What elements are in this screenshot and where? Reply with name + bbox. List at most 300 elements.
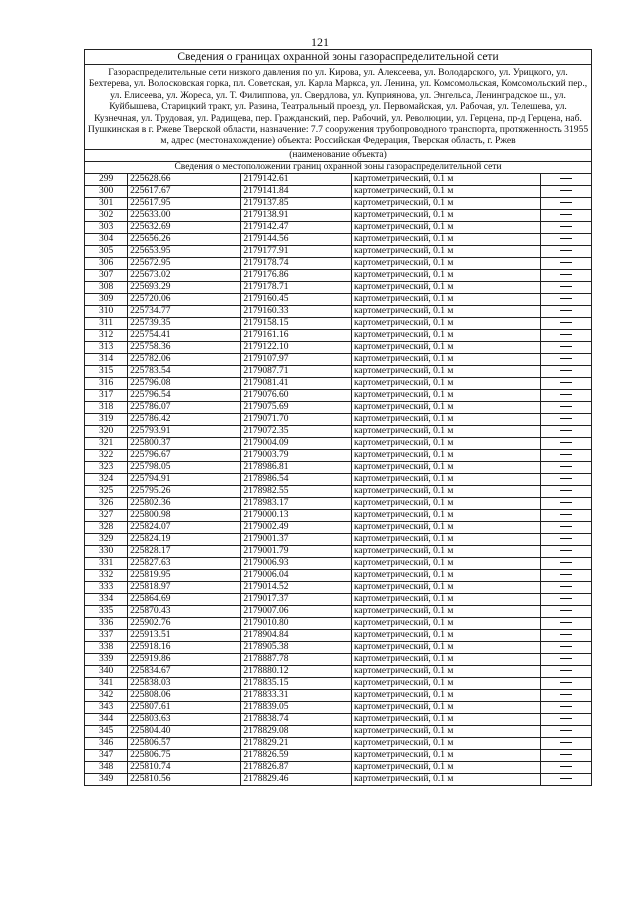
coordinate-x: 225693.29 [128,281,241,293]
point-number: 310 [85,305,128,317]
coordinate-y: 2178880.12 [241,665,352,677]
method-accuracy: картометрический, 0.1 м [351,293,540,305]
method-accuracy: картометрический, 0.1 м [351,461,540,473]
point-number: 329 [85,533,128,545]
point-number: 348 [85,761,128,773]
coordinate-y: 2179160.33 [241,305,352,317]
method-accuracy: картометрический, 0.1 м [351,437,540,449]
coordinate-x: 225806.57 [128,737,241,749]
table-row [85,557,592,569]
method-accuracy: картометрический, 0.1 м [351,185,540,197]
table-row [85,317,592,329]
point-number: 330 [85,545,128,557]
description-dash [540,221,591,233]
point-number: 313 [85,341,128,353]
coordinate-x: 225919.86 [128,653,241,665]
object-description: Газораспределительные сети низкого давления по ул. Кирова, ул. Алексеева, ул. Володарского, ул. Урицкого, ул. Бехтерева, ул. Волосковская горка, пл. Советская, ул. Карла Маркса, ул. Ленина, ул. Комсомольская, Комсомольский пер., ул. Елисеева, ул. Жореса, ул. Т. Филиппова, ул. Свердлова, ул. Куприянова, ул. Энгельса, Ленинградское ш., ул. Куйбышева, Старицкий тракт, ул. Разина, Театральный проезд, ул. Первомайская, ул. Рабочая, ул. Телешева, ул. Кузнечная, ул. Трудовая, ул. Радищева, пер. Гражданский, пер. Рабочий, ул. Революции, ул. Герцена, пр-д Герцена, наб. Пушкинская в г. Ржеве Тверской области, назначение: 7.7 сооружения трубопроводного транспорта, протяженность 31955 м, адрес (местонахождение) объекта: Российская Федерация, Тверская область, г. Ржев [85,65,592,150]
coordinate-x: 225672.95 [128,257,241,269]
dash-mark [560,718,572,719]
dash-mark [560,298,572,299]
dash-mark [560,622,572,623]
coordinate-y: 2179071.70 [241,413,352,425]
point-number: 305 [85,245,128,257]
table-row [85,449,592,461]
point-number: 342 [85,689,128,701]
coordinate-y: 2179007.06 [241,605,352,617]
table-row [85,245,592,257]
coordinate-x: 225804.40 [128,725,241,737]
coordinate-y: 2179076.60 [241,389,352,401]
coordinate-y: 2179003.79 [241,449,352,461]
method-accuracy: картометрический, 0.1 м [351,341,540,353]
method-accuracy: картометрический, 0.1 м [351,581,540,593]
table-row [85,353,592,365]
point-number: 345 [85,725,128,737]
dash-mark [560,346,572,347]
method-accuracy: картометрический, 0.1 м [351,629,540,641]
method-accuracy: картометрический, 0.1 м [351,473,540,485]
description-dash [540,473,591,485]
coordinate-y: 2178839.05 [241,701,352,713]
point-number: 344 [85,713,128,725]
point-number: 309 [85,293,128,305]
coordinate-x: 225656.26 [128,233,241,245]
coordinate-y: 2178986.54 [241,473,352,485]
coordinate-x: 225810.56 [128,773,241,785]
coordinate-y: 2179004.09 [241,437,352,449]
document-title: Сведения о границах охранной зоны газораспределительной сети [85,50,592,65]
table-row [85,569,592,581]
dash-mark [560,646,572,647]
dash-mark [560,262,572,263]
method-accuracy: картометрический, 0.1 м [351,173,540,185]
coordinate-x: 225783.54 [128,365,241,377]
table-row [85,233,592,245]
dash-mark [560,334,572,335]
method-accuracy: картометрический, 0.1 м [351,449,540,461]
description-dash [540,461,591,473]
table-row [85,665,592,677]
method-accuracy: картометрический, 0.1 м [351,317,540,329]
method-accuracy: картометрический, 0.1 м [351,281,540,293]
coordinate-y: 2178983.17 [241,497,352,509]
point-number: 324 [85,473,128,485]
point-number: 300 [85,185,128,197]
description-dash [540,317,591,329]
object-caption: (наименование объекта) [85,149,592,161]
table-row [85,653,592,665]
description-dash [540,773,591,785]
coordinate-x: 225673.02 [128,269,241,281]
description-dash [540,353,591,365]
coordinate-y: 2178905.38 [241,641,352,653]
coordinate-x: 225824.07 [128,521,241,533]
description-dash [540,665,591,677]
coordinate-x: 225754.41 [128,329,241,341]
coordinate-y: 2178829.08 [241,725,352,737]
method-accuracy: картометрический, 0.1 м [351,377,540,389]
description-dash [540,677,591,689]
description-dash [540,437,591,449]
coordinate-x: 225720.06 [128,293,241,305]
coordinate-x: 225808.06 [128,689,241,701]
coordinate-y: 2179138.91 [241,209,352,221]
coordinate-y: 2179158.15 [241,317,352,329]
dash-mark [560,178,572,179]
table-row [85,329,592,341]
description-dash [540,653,591,665]
description-dash [540,209,591,221]
coordinate-y: 2179006.04 [241,569,352,581]
coordinate-x: 225796.08 [128,377,241,389]
description-dash [540,413,591,425]
table-row [85,545,592,557]
point-number: 308 [85,281,128,293]
description-dash [540,449,591,461]
table-row [85,473,592,485]
description-dash [540,545,591,557]
table-row [85,629,592,641]
description-dash [540,389,591,401]
table-row [85,497,592,509]
table-row [85,581,592,593]
point-number: 341 [85,677,128,689]
coordinate-x: 225828.17 [128,545,241,557]
method-accuracy: картометрический, 0.1 м [351,257,540,269]
method-accuracy: картометрический, 0.1 м [351,533,540,545]
point-number: 307 [85,269,128,281]
table-row [85,641,592,653]
coordinate-y: 2179160.45 [241,293,352,305]
method-accuracy: картометрический, 0.1 м [351,689,540,701]
description-dash [540,245,591,257]
dash-mark [560,454,572,455]
coordinate-y: 2179142.61 [241,173,352,185]
coordinate-y: 2178887.78 [241,653,352,665]
description-dash [540,689,591,701]
description-dash [540,377,591,389]
method-accuracy: картометрический, 0.1 м [351,545,540,557]
point-number: 333 [85,581,128,593]
method-accuracy: картометрический, 0.1 м [351,401,540,413]
dash-mark [560,670,572,671]
coordinate-x: 225834.67 [128,665,241,677]
method-accuracy: картометрический, 0.1 м [351,509,540,521]
description-dash [540,197,591,209]
description-dash [540,281,591,293]
description-dash [540,581,591,593]
description-dash [540,293,591,305]
method-accuracy: картометрический, 0.1 м [351,389,540,401]
coordinate-x: 225918.16 [128,641,241,653]
coordinate-x: 225617.67 [128,185,241,197]
table-row [85,593,592,605]
coordinate-x: 225653.95 [128,245,241,257]
table-row [85,617,592,629]
description-dash [540,605,591,617]
dash-mark [560,598,572,599]
description-dash [540,257,591,269]
point-number: 328 [85,521,128,533]
method-accuracy: картометрический, 0.1 м [351,713,540,725]
table-row [85,773,592,785]
point-number: 334 [85,593,128,605]
description-dash [540,401,591,413]
coordinate-x: 225786.42 [128,413,241,425]
method-accuracy: картометрический, 0.1 м [351,425,540,437]
description-dash [540,305,591,317]
description-dash [540,557,591,569]
dash-mark [560,394,572,395]
point-number: 349 [85,773,128,785]
coordinate-y: 2179178.74 [241,257,352,269]
coordinate-x: 225796.54 [128,389,241,401]
point-number: 340 [85,665,128,677]
coordinate-y: 2179142.47 [241,221,352,233]
point-number: 302 [85,209,128,221]
dash-mark [560,226,572,227]
table-row [85,737,592,749]
method-accuracy: картометрический, 0.1 м [351,365,540,377]
method-accuracy: картометрический, 0.1 м [351,557,540,569]
coordinate-y: 2178982.55 [241,485,352,497]
point-number: 304 [85,233,128,245]
method-accuracy: картометрический, 0.1 м [351,725,540,737]
table-row [85,425,592,437]
coordinate-y: 2178826.59 [241,749,352,761]
description-dash [540,485,591,497]
dash-mark [560,526,572,527]
point-number: 343 [85,701,128,713]
coordinate-x: 225793.91 [128,425,241,437]
coordinate-y: 2179161.16 [241,329,352,341]
title-row [85,50,592,65]
coordinate-y: 2178838.74 [241,713,352,725]
method-accuracy: картометрический, 0.1 м [351,701,540,713]
dash-mark [560,502,572,503]
method-accuracy: картометрический, 0.1 м [351,653,540,665]
table-row [85,281,592,293]
coordinate-y: 2179010.80 [241,617,352,629]
method-accuracy: картометрический, 0.1 м [351,305,540,317]
dash-mark [560,418,572,419]
description-dash [540,713,591,725]
point-number: 339 [85,653,128,665]
point-number: 306 [85,257,128,269]
dash-mark [560,550,572,551]
coordinate-y: 2178904.84 [241,629,352,641]
coordinate-y: 2179075.69 [241,401,352,413]
method-accuracy: картометрический, 0.1 м [351,569,540,581]
dash-mark [560,190,572,191]
coordinate-x: 225824.19 [128,533,241,545]
description-dash [540,365,591,377]
coordinate-y: 2179000.13 [241,509,352,521]
table-row [85,605,592,617]
dash-mark [560,382,572,383]
dash-mark [560,742,572,743]
description-dash [540,593,591,605]
method-accuracy: картометрический, 0.1 м [351,617,540,629]
description-dash [540,185,591,197]
point-number: 316 [85,377,128,389]
table-row [85,341,592,353]
coordinate-x: 225810.74 [128,761,241,773]
table-row [85,305,592,317]
coordinate-y: 2179002.49 [241,521,352,533]
coordinate-y: 2178829.21 [241,737,352,749]
point-number: 336 [85,617,128,629]
point-number: 301 [85,197,128,209]
table-row [85,761,592,773]
dash-mark [560,538,572,539]
coordinate-x: 225838.03 [128,677,241,689]
dash-mark [560,586,572,587]
description-dash [540,497,591,509]
table-row [85,377,592,389]
coordinate-y: 2179001.79 [241,545,352,557]
description-dash [540,701,591,713]
method-accuracy: картометрический, 0.1 м [351,485,540,497]
coordinate-x: 225794.91 [128,473,241,485]
table-row [85,257,592,269]
coordinate-x: 225786.07 [128,401,241,413]
dash-mark [560,238,572,239]
point-number: 317 [85,389,128,401]
method-accuracy: картометрический, 0.1 м [351,245,540,257]
description-dash [540,173,591,185]
description-dash [540,341,591,353]
dash-mark [560,442,572,443]
coordinate-y: 2179087.71 [241,365,352,377]
dash-mark [560,682,572,683]
dash-mark [560,514,572,515]
dash-mark [560,562,572,563]
description-dash [540,533,591,545]
description-dash [540,233,591,245]
method-accuracy: картометрический, 0.1 м [351,773,540,785]
point-number: 325 [85,485,128,497]
coordinate-y: 2179017.37 [241,593,352,605]
description-dash [540,521,591,533]
coordinate-x: 225617.95 [128,197,241,209]
table-row [85,269,592,281]
table-row [85,749,592,761]
method-accuracy: картометрический, 0.1 м [351,761,540,773]
dash-mark [560,730,572,731]
description-dash [540,629,591,641]
table-row [85,437,592,449]
description-dash [540,617,591,629]
caption-row [85,149,592,161]
coordinate-y: 2179006.93 [241,557,352,569]
dash-mark [560,778,572,779]
method-accuracy: картометрический, 0.1 м [351,233,540,245]
method-accuracy: картометрический, 0.1 м [351,353,540,365]
coordinate-x: 225827.63 [128,557,241,569]
method-accuracy: картометрический, 0.1 м [351,329,540,341]
dash-mark [560,322,572,323]
coordinate-x: 225803.63 [128,713,241,725]
description-dash [540,737,591,749]
coordinate-y: 2179178.71 [241,281,352,293]
table-row [85,725,592,737]
coordinate-x: 225802.36 [128,497,241,509]
point-number: 321 [85,437,128,449]
table-row [85,173,592,185]
method-accuracy: картометрический, 0.1 м [351,521,540,533]
coordinate-x: 225628.66 [128,173,241,185]
dash-mark [560,430,572,431]
method-accuracy: картометрический, 0.1 м [351,221,540,233]
table-row [85,293,592,305]
description-dash [540,761,591,773]
coordinate-y: 2179001.37 [241,533,352,545]
point-number: 331 [85,557,128,569]
method-accuracy: картометрический, 0.1 м [351,641,540,653]
coordinate-x: 225913.51 [128,629,241,641]
coordinate-y: 2179072.35 [241,425,352,437]
point-number: 332 [85,569,128,581]
coordinate-x: 225758.36 [128,341,241,353]
point-number: 326 [85,497,128,509]
coordinate-y: 2179141.84 [241,185,352,197]
dash-mark [560,610,572,611]
dash-mark [560,214,572,215]
coordinate-y: 2178833.31 [241,689,352,701]
table-row [85,401,592,413]
coordinate-x: 225807.61 [128,701,241,713]
dash-mark [560,634,572,635]
table-row [85,197,592,209]
section-heading-row [85,161,592,173]
dash-mark [560,310,572,311]
method-accuracy: картометрический, 0.1 м [351,749,540,761]
coordinate-x: 225870.43 [128,605,241,617]
table-row [85,209,592,221]
coordinate-y: 2179081.41 [241,377,352,389]
coordinate-y: 2179137.85 [241,197,352,209]
dash-mark [560,250,572,251]
dash-mark [560,658,572,659]
coordinate-y: 2179107.97 [241,353,352,365]
point-number: 314 [85,353,128,365]
description-row [85,65,592,150]
point-number: 315 [85,365,128,377]
table-row [85,461,592,473]
table-row [85,689,592,701]
table-row [85,221,592,233]
method-accuracy: картометрический, 0.1 м [351,665,540,677]
dash-mark [560,574,572,575]
description-dash [540,641,591,653]
dash-mark [560,694,572,695]
coordinate-y: 2179176.86 [241,269,352,281]
dash-mark [560,202,572,203]
description-dash [540,269,591,281]
table-row [85,365,592,377]
coordinate-x: 225902.76 [128,617,241,629]
coordinate-x: 225864.69 [128,593,241,605]
table-row [85,677,592,689]
point-number: 347 [85,749,128,761]
description-dash [540,329,591,341]
coordinate-x: 225800.37 [128,437,241,449]
coordinate-x: 225806.75 [128,749,241,761]
coordinate-y: 2178829.46 [241,773,352,785]
table-row [85,485,592,497]
description-dash [540,509,591,521]
